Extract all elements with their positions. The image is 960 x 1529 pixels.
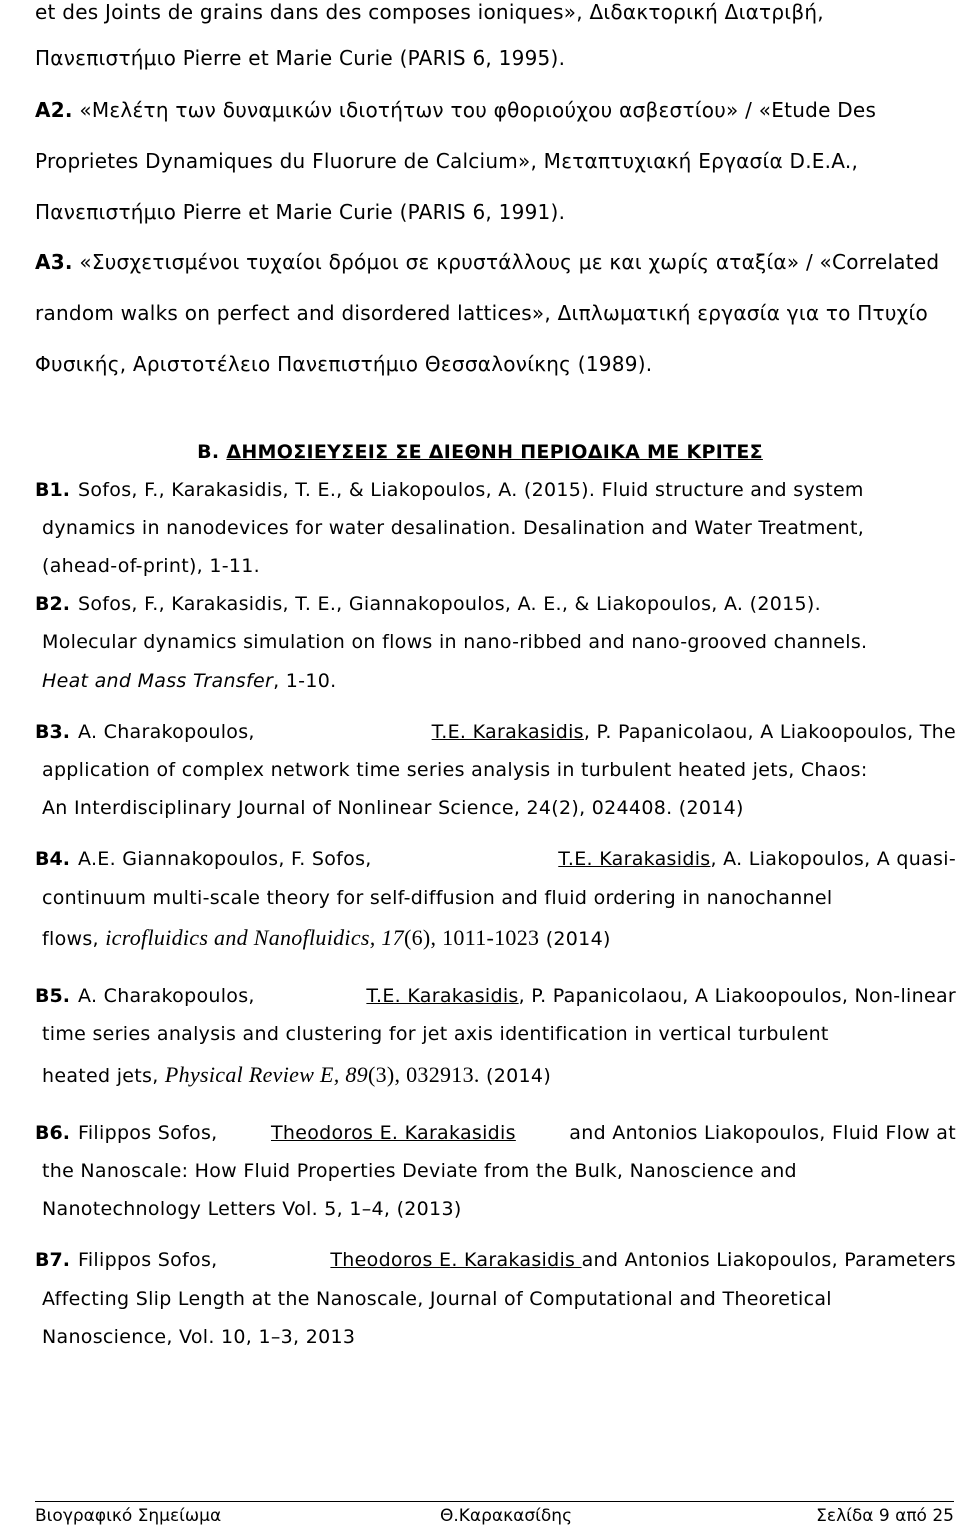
ref-b5-authors-a: A. Charakopoulos, — [78, 985, 255, 1007]
ref-b6-author-link: Theodoros E. Karakasidis — [270, 1122, 516, 1144]
ref-b1-line-2: dynamics in nanodevices for water desalination. Desalination and Water Treatment, — [42, 517, 865, 539]
ref-b4-issue: (6), 1011-1023 — [403, 925, 540, 950]
a3-text-1: «Συσχετισμένοι τυχαίοι δρόμοι σε κρυστάλλους με και χωρίς αταξία» / «Correlated — [79, 250, 940, 274]
ref-b7-authors-b: and Antonios Liakopoulos, Parameters — [581, 1249, 956, 1271]
section-b-title: ΔΗΜΟΣΙΕΥΣΕΙΣ ΣΕ ΔΙΕΘΝΗ ΠΕΡΙΟΔΙΚΑ ΜΕ ΚΡΙΤΕΣ — [226, 441, 763, 463]
ref-b1-label: B1. — [35, 479, 70, 501]
a3-line-2: random walks on perfect and disordered lattices», Διπλωματική εργασία για το Πτυχίο — [35, 301, 928, 325]
ref-b2-line-1: Sofos, F., Karakasidis, T. E., Giannakopoulos, A. E., & Liakopoulos, A. (2015). — [78, 593, 821, 615]
ref-b4-author-link: T.E. Karakasidis — [558, 848, 711, 870]
ref-b4-line-2: continuum multi-scale theory for self-diffusion and fluid ordering in nanochannel — [42, 887, 833, 909]
ref-b5-heated: heated jets, — [42, 1065, 159, 1087]
a2-line-2: Proprietes Dynamiques du Fluorure de Calcium», Μεταπτυχιακή Εργασία D.E.A., — [35, 149, 859, 173]
a1-line-2: Πανεπιστήμιο Pierre et Marie Curie (PARIS 6, 1995). — [35, 46, 566, 70]
ref-b5-line-2: time series analysis and clustering for jet axis identification in vertical turbulent — [42, 1023, 829, 1045]
section-b-heading — [0, 440, 960, 464]
ref-b5-label: B5. — [35, 985, 70, 1007]
ref-b5-line-3 — [42, 1063, 956, 1088]
a2-label: A2. — [35, 98, 73, 122]
ref-b5-author-link: T.E. Karakasidis — [366, 985, 519, 1007]
ref-b5-issue: (3), 032913. — [367, 1062, 480, 1087]
ref-b3-label: B3. — [35, 721, 70, 743]
ref-b5-year: (2014) — [486, 1065, 552, 1087]
ref-b2-line-3 — [42, 669, 956, 693]
a3-label: A3. — [35, 250, 73, 274]
ref-b3-authors-b: , P. Papanicolaou, A Liakoopoulos, The — [583, 721, 956, 743]
ref-b7-label: B7. — [35, 1249, 70, 1271]
a2-text-1: «Μελέτη των δυναμικών ιδιοτήτων του φθοριούχου ασβεστίου» / «Etude Des — [79, 98, 877, 122]
footer-left: Βιογραφικό Σημείωμα — [35, 1506, 222, 1526]
ref-b6-authors-a: Filippos Sofos, — [78, 1122, 218, 1144]
a2-line-1 — [35, 98, 952, 122]
ref-b3-line-1 — [78, 720, 956, 744]
ref-b7-authors-a: Filippos Sofos, — [78, 1249, 218, 1271]
a3-line-3: Φυσικής, Αριστοτέλειο Πανεπιστήμιο Θεσσαλονίκης (1989). — [35, 352, 653, 376]
ref-b4-flows: flows, — [42, 928, 99, 950]
ref-b6-line-3: Nanotechnology Letters Vol. 5, 1–4, (2013) — [42, 1198, 462, 1220]
ref-b3-authors-a: A. Charakopoulos, — [78, 721, 255, 743]
ref-b4-line-3 — [42, 926, 956, 951]
section-b-prefix: B. — [197, 441, 220, 463]
ref-b2-line-2: Molecular dynamics simulation on flows in nano-ribbed and nano-grooved channels. — [42, 631, 868, 653]
ref-b3-line-3: An Interdisciplinary Journal of Nonlinear Science, 24(2), 024408. (2014) — [42, 797, 744, 819]
ref-b3-line-2: application of complex network time series analysis in turbulent heated jets, Chaos: — [42, 759, 868, 781]
ref-b4-label: B4. — [35, 848, 70, 870]
ref-b4-line-1 — [78, 847, 956, 871]
ref-b5-authors-b: , P. Papanicolaou, A Liakoopoulos, Non-linear — [518, 985, 956, 1007]
ref-b6-line-2: the Nanoscale: How Fluid Properties Deviate from the Bulk, Nanoscience and — [42, 1160, 797, 1182]
a1-line-1: et des Joints de grains dans des composes ioniques», Διδακτορική Διατριβή, — [35, 0, 824, 24]
ref-b4-journal: icrofluidics and Nanofluidics, 17 — [105, 925, 404, 950]
ref-b2-journal: Heat and Mass Transfer — [42, 670, 274, 692]
footer-center: Θ.Καρακασίδης — [440, 1506, 573, 1526]
footer-page-number: Σελίδα 9 από 25 — [816, 1506, 954, 1526]
ref-b3-author-link: T.E. Karakasidis — [431, 721, 584, 743]
ref-b7-line-3: Nanoscience, Vol. 10, 1–3, 2013 — [42, 1326, 356, 1348]
ref-b4-authors-b: , A. Liakopoulos, A quasi- — [710, 848, 956, 870]
footer-divider — [35, 1501, 954, 1502]
ref-b7-line-2: Affecting Slip Length at the Nanoscale, Journal of Computational and Theoretical — [42, 1288, 832, 1310]
ref-b6-authors-b: and Antonios Liakopoulos, Fluid Flow at — [569, 1122, 956, 1144]
ref-b4-year: (2014) — [545, 928, 611, 950]
ref-b1-line-3: (ahead-of-print), 1-11. — [42, 555, 261, 577]
ref-b2-label: B2. — [35, 593, 70, 615]
ref-b7-line-1 — [78, 1248, 956, 1272]
a2-line-3: Πανεπιστήμιο Pierre et Marie Curie (PARIS 6, 1991). — [35, 200, 566, 224]
ref-b2-pages: , 1-10. — [273, 670, 337, 692]
ref-b6-label: B6. — [35, 1122, 70, 1144]
ref-b4-authors-a: A.E. Giannakopoulos, F. Sofos, — [78, 848, 372, 870]
ref-b6-line-1 — [78, 1121, 956, 1145]
ref-b7-author-link: Theodoros E. Karakasidis — [330, 1249, 582, 1271]
ref-b1-line-1: Sofos, F., Karakasidis, T. E., & Liakopoulos, A. (2015). Fluid structure and system — [78, 479, 864, 501]
a3-line-1 — [35, 250, 952, 274]
ref-b5-line-1 — [78, 984, 956, 1008]
ref-b5-journal: Physical Review E, 89 — [164, 1062, 368, 1087]
